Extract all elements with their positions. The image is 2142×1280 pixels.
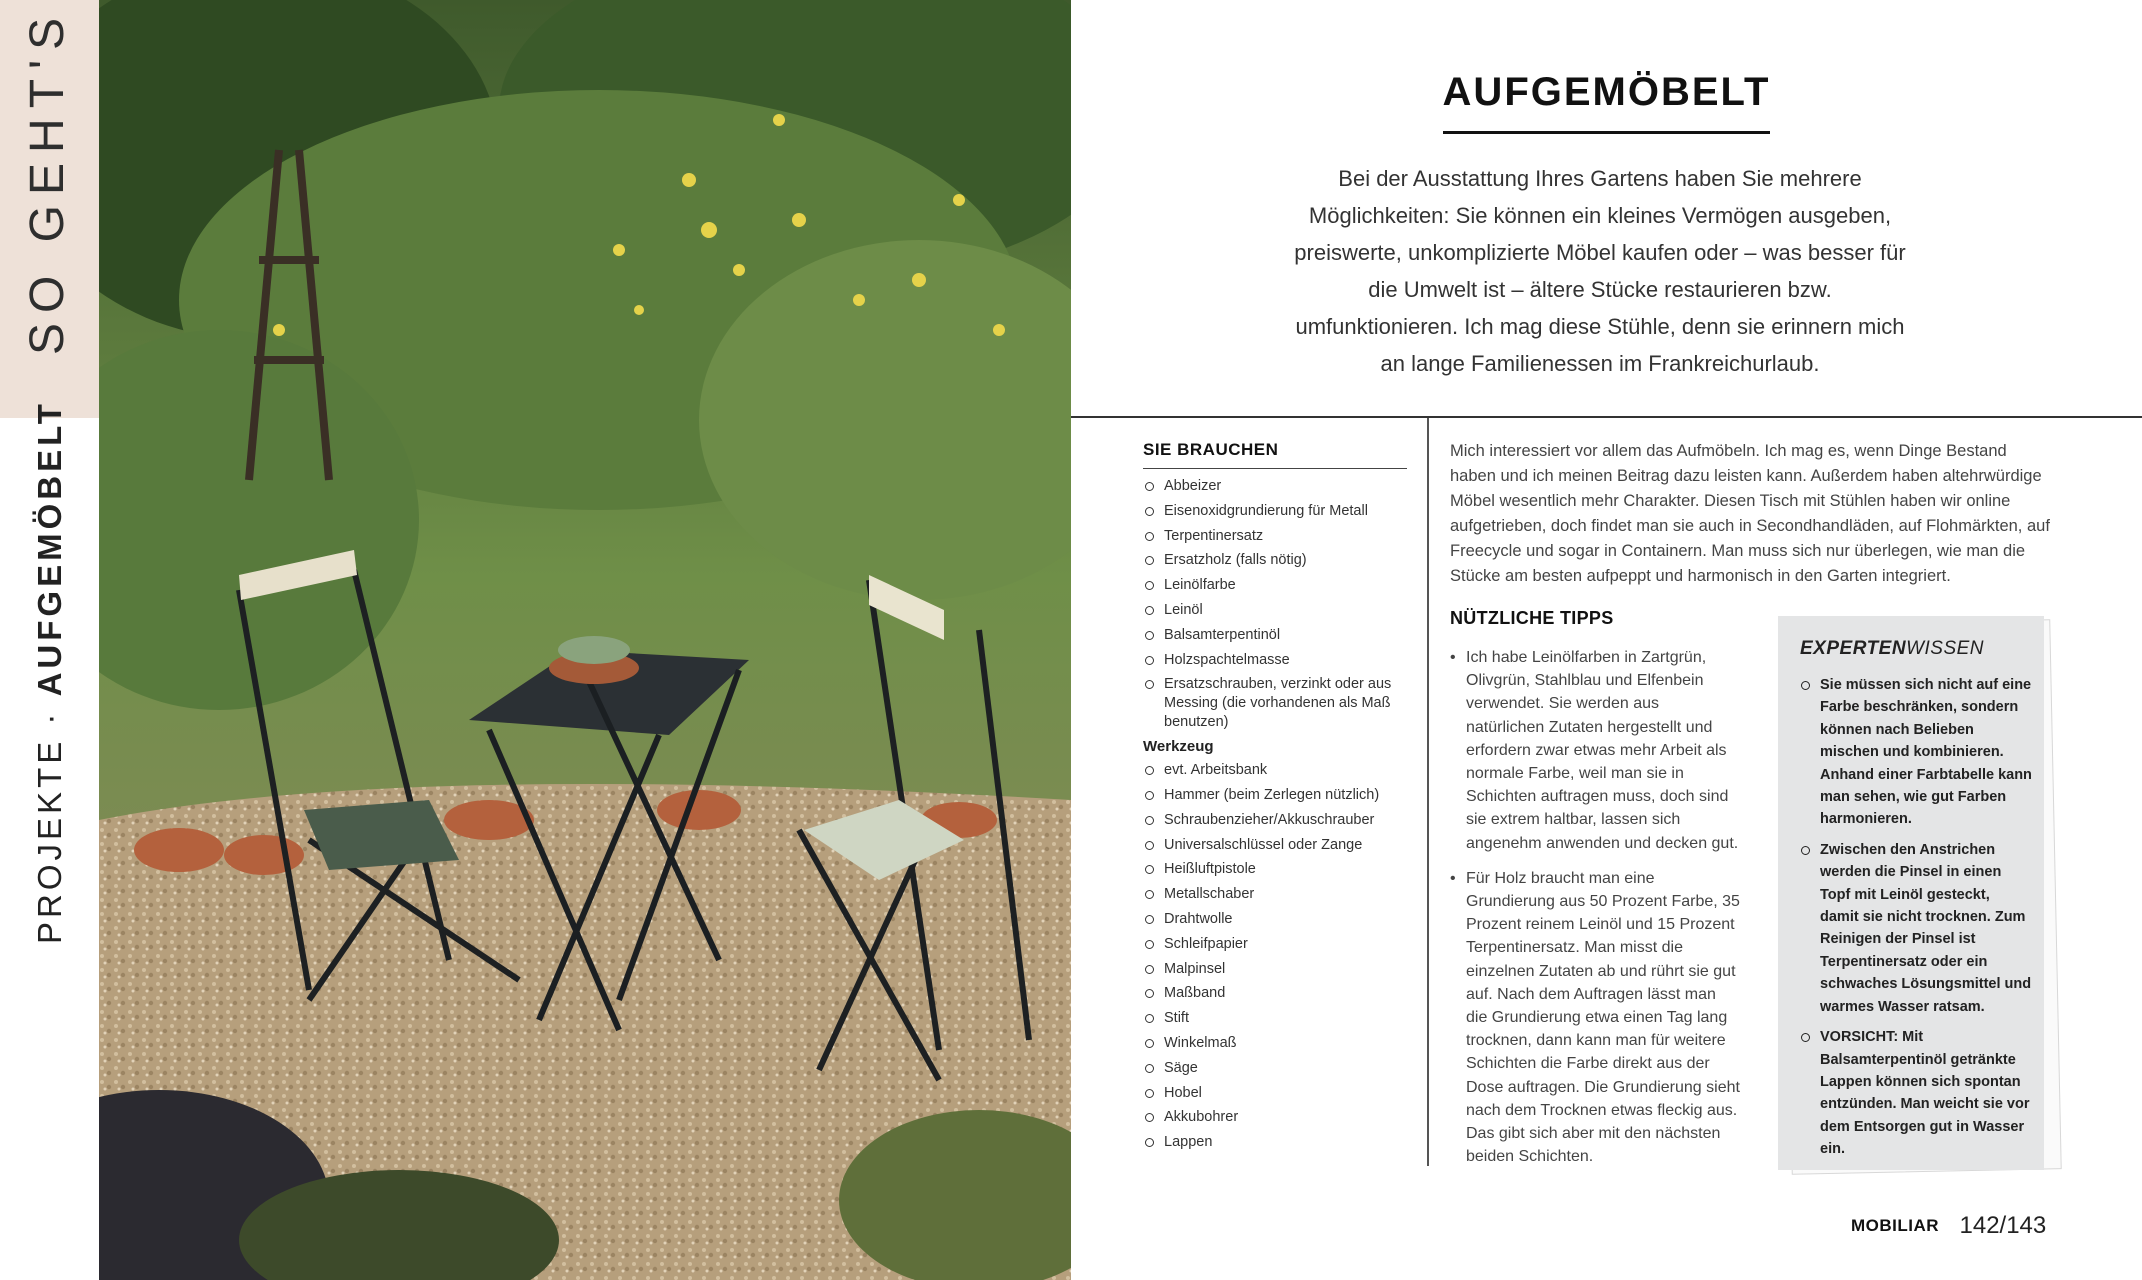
tips-list xyxy=(1450,646,1740,1180)
intro-text: Bei der Ausstattung Ihres Gartens haben Sie mehrere Möglichkeiten: Sie können ein kleines Vermögen ausgeben, preiswerte, unkomplizierte Möbel kaufen oder – was besser für die Umwelt ist – ältere Stücke restaurieren bzw. umfunktionieren. Ich mag diese Stühle, denn sie erinnern mich an lange Familienessen im Frankreichurlaub. xyxy=(1294,166,1906,376)
page-footer xyxy=(1851,1212,2046,1240)
list-item: Hammer (beim Zerlegen nützlich) xyxy=(1143,786,1407,805)
list-item: Schraubenzieher/Akkuschrauber xyxy=(1143,811,1407,830)
list-item: Maßband xyxy=(1143,984,1407,1003)
title-wrap xyxy=(1071,70,2142,134)
expert-item: Sie müssen sich nicht auf eine Farbe beschränken, sondern können nach Belieben mischen und kombinieren. Anhand einer Farbtabelle kann man sehen, wie gut Farben harmonieren. xyxy=(1800,674,2032,831)
expert-heading xyxy=(1800,638,1984,660)
list-item: Ersatzschrauben, verzinkt oder aus Messing (die vorhandenen als Maß benutzen) xyxy=(1143,675,1407,732)
list-item: Balsamterpentinöl xyxy=(1143,626,1407,645)
chapter-label: MOBILIAR xyxy=(1851,1216,1940,1235)
list-item: Heißluftpistole xyxy=(1143,860,1407,879)
list-item: Schleifpapier xyxy=(1143,935,1407,954)
body-text: Mich interessiert vor allem das Aufmöbeln. Ich mag es, wenn Dinge Bestand haben und ich meinen Beitrag dazu leisten kann. Außerdem haben altehrwürdige Möbel wesentlich mehr Charakter. Diesen Tisch mit Stühlen haben wir online aufgetrieben, doch findet man sie auch in Secondhandläden, auf Flohmärkten, auf Freecycle und sogar in Containern. Man muss sich nur überlegen, wie man die Stücke am besten aufpeppt und harmonisch in den Garten integriert. xyxy=(1450,442,2050,585)
expert-item: VORSICHT: Mit Balsamterpentinöl getränkte Lappen können sich spontan entzünden. Man weicht sie vor dem Entsorgen gut in Wasser ein. xyxy=(1800,1026,2032,1160)
list-item: Malpinsel xyxy=(1143,960,1407,979)
category-label: PROJEKTE xyxy=(31,737,68,944)
tip-item: • Ich habe Leinölfarben in Zartgrün, Olivgrün, Stahlblau und Elfenbein verwendet. Sie werden aus natürlichen Zutaten hergestellt und erfordern zwar etwas mehr Arbeit als normale Farbe, weil man sie in Schichten auftragen muss, doch sind sie extrem haltbar, lassen sich angenehm anwenden und decken gut. xyxy=(1450,646,1740,855)
list-item: Holzspachtelmasse xyxy=(1143,651,1407,670)
project-side-label xyxy=(20,357,80,987)
column-divider xyxy=(1427,418,1429,1166)
expert-list xyxy=(1800,674,2032,1169)
page-number: 142/143 xyxy=(1959,1212,2047,1239)
list-item: evt. Arbeitsbank xyxy=(1143,761,1407,780)
list-item: Terpentinersatz xyxy=(1143,527,1407,546)
expert-heading-rest: WISSEN xyxy=(1906,638,1985,659)
tools-list xyxy=(1143,761,1407,1152)
list-item: Säge xyxy=(1143,1059,1407,1078)
materials-heading: SIE BRAUCHEN xyxy=(1143,440,1407,469)
list-item: Akkubohrer xyxy=(1143,1108,1407,1127)
list-item: Ersatzholz (falls nötig) xyxy=(1143,551,1407,570)
list-item: Lappen xyxy=(1143,1133,1407,1152)
expert-heading-bold: EXPERTEN xyxy=(1800,638,1907,659)
list-item: Eisenoxidgrundierung für Metall xyxy=(1143,502,1407,521)
list-item: Winkelmaß xyxy=(1143,1034,1407,1053)
list-item: Abbeizer xyxy=(1143,477,1407,496)
list-item: Hobel xyxy=(1143,1084,1407,1103)
page-title: AUFGEMÖBELT xyxy=(1443,70,1771,134)
list-item: Metallschaber xyxy=(1143,885,1407,904)
materials-list xyxy=(1143,477,1407,732)
tips-heading: NÜTZLICHE TIPPS xyxy=(1450,608,1614,628)
expert-box xyxy=(1778,616,2044,1170)
section-label: SO GEHT'S xyxy=(21,7,74,355)
tools-heading: Werkzeug xyxy=(1143,738,1214,756)
list-item: Universalschlüssel oder Zange xyxy=(1143,836,1407,855)
list-item: Drahtwolle xyxy=(1143,910,1407,929)
garden-photo xyxy=(99,0,1071,1280)
materials-column xyxy=(1143,440,1407,1158)
expert-item: Zwischen den Anstrichen werden die Pinsel in einen Topf mit Leinöl gesteckt, damit sie nicht trocknen. Zum Reinigen der Pinsel ist Terpentinersatz oder ein schwaches Lösungsmittel und warmes Wasser ratsam. xyxy=(1800,839,2032,1018)
list-item: Leinöl xyxy=(1143,601,1407,620)
tip-item: • Für Holz braucht man eine Grundierung aus 50 Prozent Farbe, 35 Prozent reinem Leinöl und 15 Prozent Terpentinersatz. Man misst die einzelnen Zutaten ab und rührt sie gut auf. Nach dem Auftragen lässt man die Grundierung etwa einen Tag lang trocknen, dann kann man für weitere Schichten die Farbe direkt aus der Dose auftragen. Die Grundierung sieht nach dem Trocknen etwas fleckig aus. Das gibt sich aber mit den nächsten beiden Schichten. xyxy=(1450,867,1740,1169)
separator: · xyxy=(31,709,68,725)
list-item: Stift xyxy=(1143,1009,1407,1028)
list-item: Leinölfarbe xyxy=(1143,576,1407,595)
divider xyxy=(1071,416,2142,418)
project-title-side: AUFGEMÖBELT xyxy=(31,400,68,697)
